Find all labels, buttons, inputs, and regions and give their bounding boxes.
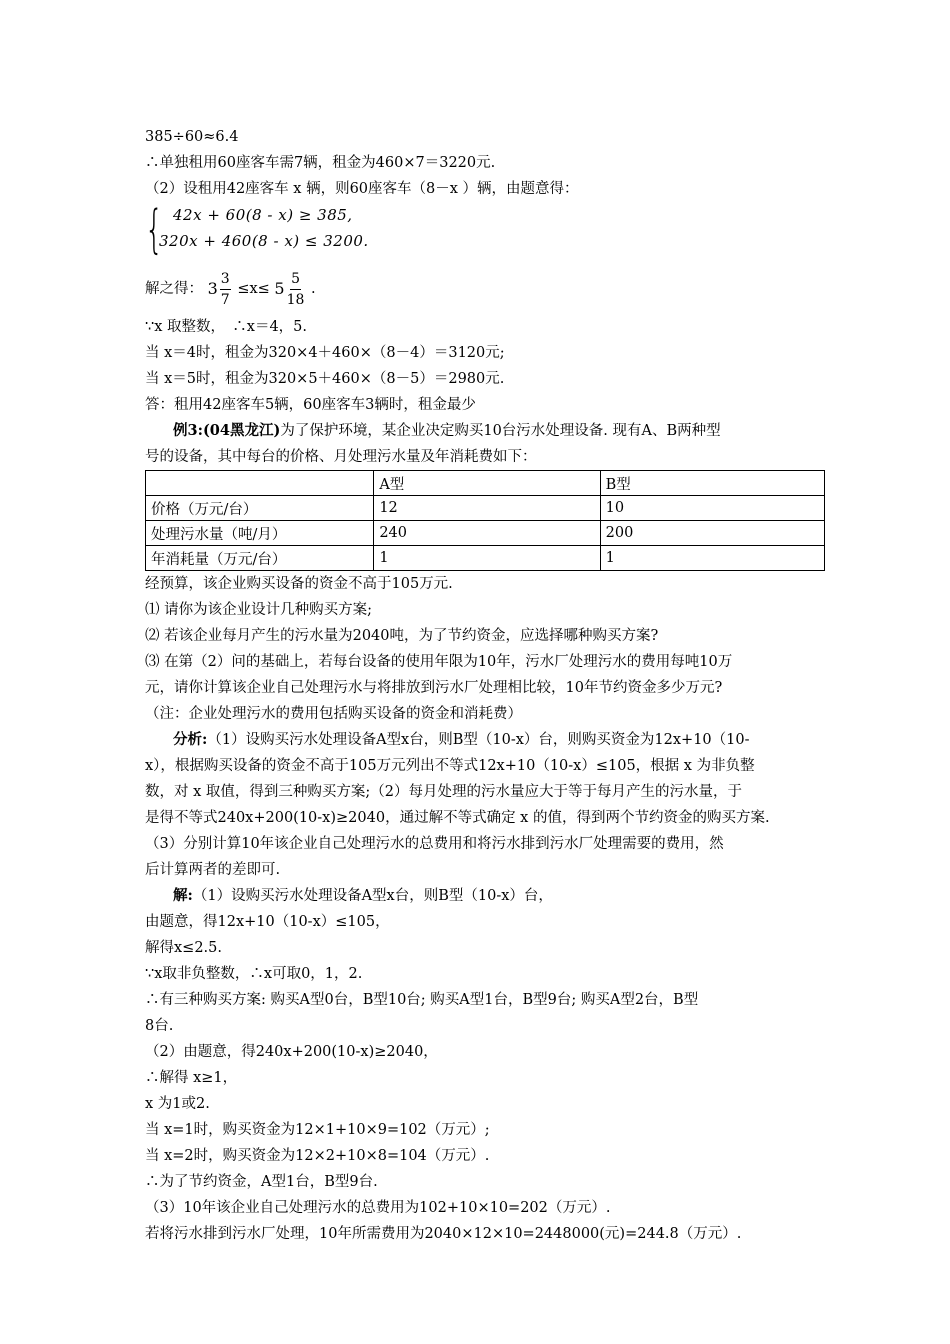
question-3: ⑶ 在第（2）问的基础上，若每台设备的使用年限为10年，污水厂处理污水的费用每吨10万 — [145, 654, 733, 670]
text-line: 当 x＝5时，租金为320×5＋460×（8－5）＝2980元. — [145, 371, 505, 387]
table-row: 年消耗量（万元/台） 1 1 — [146, 546, 825, 571]
text-line: x），根据购买设备的资金不高于105万元列出不等式12x+10（10-x）≤105，根据 x 为非负整 — [145, 758, 755, 774]
table-header-row: A型 B型 — [146, 471, 825, 496]
text-line: 385÷60≈6.4 — [145, 129, 239, 145]
solution-label: 解: — [173, 887, 193, 904]
text-line: ∴有三种购买方案: 购买A型0台，B型10台; 购买A型1台，B型9台; 购买A型2台，B型 — [145, 992, 699, 1008]
table-row: 处理污水量（吨/月） 240 200 — [146, 521, 825, 546]
document-page — [145, 124, 815, 1247]
table-row: 价格（万元/台） 12 10 — [146, 496, 825, 521]
text-line: 是得不等式240x+200(10-x)≥2040，通过解不等式确定 x 的值，得到两个节约资金的购买方案. — [145, 810, 770, 826]
text-line: 当 x=2时，购买资金为12×2+10×8=104（万元）. — [145, 1148, 490, 1164]
text-line: （2）设租用42座客车 x 辆，则60座客车（8－x ）辆，由题意得： — [145, 181, 579, 197]
text-line: ∵x取非负整数，∴x可取0，1，2. — [145, 966, 363, 982]
inequality-2: 320x + 460(8 - x) ≤ 3200. — [159, 232, 369, 250]
text-line: 当 x＝4时，租金为320×4＋460×（8－4）＝3120元; — [145, 345, 505, 361]
text-line: x 为1或2. — [145, 1096, 210, 1112]
question-2: ⑵ 若该企业每月产生的污水量为2040吨，为了节约资金，应选择哪种购买方案? — [145, 628, 659, 644]
left-brace: { — [145, 200, 164, 260]
text-line: 解得x≤2.5. — [145, 940, 222, 956]
text-line: （3）分别计算10年该企业自己处理污水的总费用和将污水排到污水厂处理需要的费用，然 — [145, 836, 724, 852]
text-line: ∴为了节约资金，A型1台，B型9台. — [145, 1174, 378, 1190]
solve-middle: ≤x≤ — [237, 281, 270, 297]
text-line: ∴单独租用60座客车需7辆，租金为460×7＝3220元. — [145, 155, 496, 171]
text-line: 当 x=1时，购买资金为12×1+10×9=102（万元）; — [145, 1122, 490, 1138]
text-line: 答：租用42座客车5辆，60座客车3辆时，租金最少 — [145, 397, 476, 413]
solution-range: 解之得： 3 $\frac{3}{7}$ ≤x≤ 5 $\frac{5}{18}$ . — [145, 264, 815, 314]
question-1: ⑴ 请你为该企业设计几种购买方案; — [145, 602, 372, 618]
text-line: 数，对 x 取值，得到三种购买方案;（2）每月处理的污水量应大于等于每月产生的污水量，于 — [145, 784, 743, 800]
text-line: （2）由题意，得240x+200(10-x)≥2040， — [145, 1044, 438, 1060]
text-line: ∵x 取整数， ∴x＝4，5. — [145, 319, 307, 335]
solve-prefix: 解之得： — [145, 281, 203, 297]
inequality-system — [145, 200, 815, 260]
text-line: 若将污水排到污水厂处理，10年所需费用为2040×12×10=2448000(元)=244.8（万元）. — [145, 1226, 742, 1242]
text-line: 经预算，该企业购买设备的资金不高于105万元. — [145, 576, 453, 592]
text-line: 8台. — [145, 1018, 174, 1034]
note-line: （注：企业处理污水的费用包括购买设备的资金和消耗费） — [145, 706, 522, 722]
text-line: ∴解得 x≥1， — [145, 1070, 238, 1086]
text-line: 由题意，得12x+10（10-x）≤105， — [145, 914, 390, 930]
mixed-number-right: 5 $\frac{5}{18}$ — [274, 270, 305, 308]
text-line: （3）10年该企业自己处理污水的总费用为102+10×10=202（万元）. — [145, 1200, 611, 1216]
analysis-heading: 分析:（1）设购买污水处理设备A型x台，则B型（10-x）台，则购买资金为12x+10（10- — [173, 731, 750, 748]
text-line: 号的设备，其中每台的价格、月处理污水量及年消耗费如下： — [145, 449, 537, 465]
example-label: 例3:(04黑龙江) — [173, 422, 281, 439]
text-line: 元，请你计算该企业自己处理污水与将排放到污水厂处理相比较，10年节约资金多少万元? — [145, 680, 723, 696]
inequality-1: 42x + 60(8 - x) ≥ 385, — [173, 206, 353, 224]
mixed-number-left: 3 $\frac{3}{7}$ — [207, 270, 230, 308]
equipment-table — [145, 470, 825, 571]
solution-heading: 解:（1）设购买污水处理设备A型x台，则B型（10-x）台， — [173, 887, 553, 904]
text-line: 后计算两者的差即可. — [145, 862, 281, 878]
analysis-label: 分析: — [173, 731, 208, 748]
example-heading: 例3:(04黑龙江)为了保护环境，某企业决定购买10台污水处理设备. 现有A、B两种型 — [173, 422, 721, 439]
